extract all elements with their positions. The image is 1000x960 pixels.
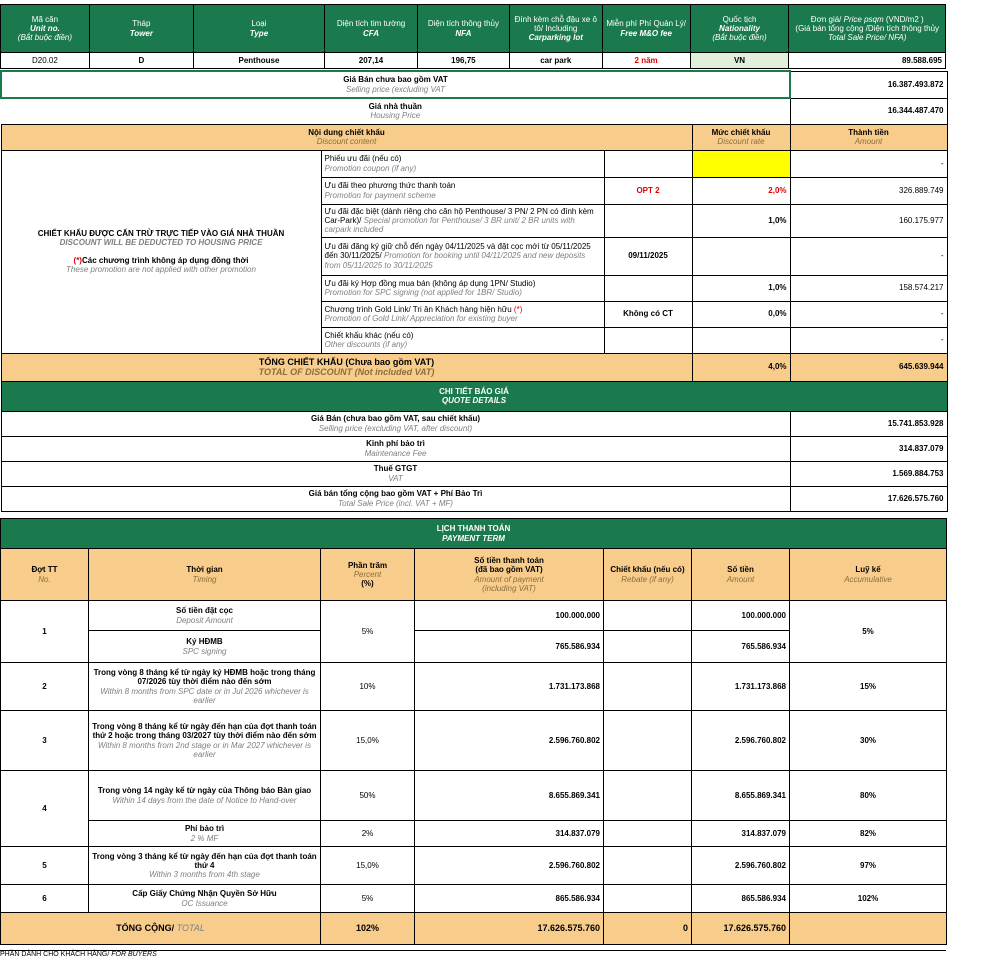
discount-row-rate: 2,0%	[692, 177, 790, 204]
tower-value: D	[89, 53, 193, 69]
header-nationality: Quốc tịch Nationality (Bắt buộc điền)	[690, 5, 789, 53]
header-price-psqm: Đơn giá/ Price psqm (VND/m2 ) (Giá bán tổng cộng /Diện tích thông thủy Total Sale Price/ NFA)	[789, 5, 946, 53]
discount-row-extra: OPT 2	[604, 177, 692, 204]
quote-row-label: Giá bán tổng cộng bao gồm VAT + Phí Bảo Trì Total Sale Price (incl. VAT + MF)	[1, 486, 790, 511]
housing-price-label: Giá nhà thuần Housing Price	[1, 98, 790, 124]
payment-total-label: TỔNG CỘNG/ TOTAL	[1, 913, 321, 945]
cfa-value: 207,14	[325, 53, 418, 69]
header-type: Loại Type	[193, 5, 324, 53]
nationality-value: VN	[690, 53, 789, 69]
price-discount-table	[0, 70, 948, 512]
col-percent: Phần trăm Percent (%)	[321, 549, 415, 601]
discount-row-label: Phiếu ưu đãi (nếu có) Promotion coupon (if any)	[321, 150, 604, 177]
payment-timing: Trong vòng 3 tháng kể từ ngày đến hạn của đợt thanh toán thứ 4 Within 3 months from 4th stage	[89, 847, 321, 885]
discount-row-rate	[692, 237, 790, 275]
discount-row-label: Ưu đãi đăng ký giữ chỗ đến ngày 04/11/2025 và đặt cọc mới từ 05/11/2025 đến 30/11/2025/ Promotion for booking until 04/11/2025 and new deposits from 05/11/2025 to 30/11/2025	[321, 237, 604, 275]
payment-no: 6	[1, 885, 89, 913]
discount-row-amount: 160.175.977	[790, 204, 947, 237]
total-discount-label: TỔNG CHIẾT KHẤU (Chưa bao gồm VAT) TOTAL OF DISCOUNT (Not included VAT)	[1, 353, 692, 381]
discount-row-label: Ưu đãi theo phương thức thanh toán Promotion for payment scheme	[321, 177, 604, 204]
price-psqm-value: 89.588.695	[789, 53, 946, 69]
discount-row-label: Chiết khấu khác (nếu có) Other discounts (if any)	[321, 327, 604, 353]
discount-row-amount: -	[790, 150, 947, 177]
discount-amount-header: Thành tiền Amount	[790, 124, 947, 150]
payment-acc: 15%	[790, 663, 947, 711]
mo-fee-value: 2 năm	[602, 53, 690, 69]
quote-row-value: 1.569.884.753	[790, 461, 947, 486]
payment-amount: 2.596.760.802	[415, 847, 604, 885]
discount-row-extra	[604, 327, 692, 353]
discount-row-extra	[604, 204, 692, 237]
quote-row-label: Thuế GTGT VAT	[1, 461, 790, 486]
parking-value: car park	[509, 53, 602, 69]
discount-content-header: Nội dung chiết khấu Discount content	[1, 124, 692, 150]
unit-info-table	[0, 4, 946, 69]
payment-timing: Trong vòng 8 tháng kể từ ngày đến hạn của đợt thanh toán thứ 2 hoặc trong tháng 03/2027 tùy thời điểm nào đến sớm Within 8 months from 2nd stage or in Mar 2027 whichever is earlier	[89, 711, 321, 771]
payment-amt: 314.837.079	[692, 821, 790, 847]
discount-row-rate: 0,0%	[692, 301, 790, 327]
payment-percent: 5%	[321, 601, 415, 663]
payment-total-acc	[790, 913, 947, 945]
unit-value: D20.02	[1, 53, 90, 69]
header-cfa: Diện tích tim tường CFA	[325, 5, 418, 53]
payment-percent: 5%	[321, 885, 415, 913]
payment-term-table	[0, 518, 947, 945]
payment-no: 2	[1, 663, 89, 711]
quote-row-value: 17.626.575.760	[790, 486, 947, 511]
quote-row-label: Kinh phí bảo trì Maintenance Fee	[1, 436, 790, 461]
selling-price-value: 16.387.493.872	[790, 71, 947, 98]
payment-acc: 5%	[790, 601, 947, 663]
footer-label-vi: PHẦN DÀNH CHO KHÁCH HÀNG/	[0, 951, 110, 958]
col-accumulative: Luỹ kế Accumulative	[790, 549, 947, 601]
payment-rebate	[604, 771, 692, 821]
payment-timing: Phí bảo trì 2 % MF	[89, 821, 321, 847]
payment-timing: Số tiền đặt cọc Deposit Amount	[89, 601, 321, 631]
quote-row-value: 15.741.853.928	[790, 411, 947, 436]
quote-row-value: 314.837.079	[790, 436, 947, 461]
payment-no: 3	[1, 711, 89, 771]
payment-amount: 8.655.869.341	[415, 771, 604, 821]
payment-acc: 80%	[790, 771, 947, 821]
header-tower: Tháp Tower	[89, 5, 193, 53]
discount-row-rate	[692, 327, 790, 353]
discount-row-extra	[604, 150, 692, 177]
payment-percent: 2%	[321, 821, 415, 847]
discount-row-rate: 1,0%	[692, 204, 790, 237]
payment-amt: 100.000.000	[692, 601, 790, 631]
discount-side-note: CHIẾT KHẤU ĐƯỢC CẤN TRỪ TRỰC TIẾP VÀO GIÁ NHÀ THUẦN DISCOUNT WILL BE DEDUCTED TO HOUSING PRICE (*)Các chương trình không áp dụng đồng thời These promotion are not applied with other promotion	[1, 150, 321, 353]
discount-row-amount: 326.889.749	[790, 177, 947, 204]
payment-total-amount: 17.626.575.760	[415, 913, 604, 945]
payment-percent: 10%	[321, 663, 415, 711]
discount-row-label: Ưu đãi ký Hợp đồng mua bán (không áp dụng 1PN/ Studio) Promotion for SPC signing (not applied for 1BR/ Studio)	[321, 275, 604, 301]
payment-timing: Trong vòng 8 tháng kể từ ngày ký HĐMB hoặc trong tháng 07/2026 tùy thời điểm nào đến sớm Within 8 months from SPC date or in Jul 2026 whichever is earlier	[89, 663, 321, 711]
payment-amt: 765.586.934	[692, 631, 790, 663]
payment-amount: 865.586.934	[415, 885, 604, 913]
discount-row-amount: 158.574.217	[790, 275, 947, 301]
payment-amount: 1.731.173.868	[415, 663, 604, 711]
discount-row-extra: Không có CT	[604, 301, 692, 327]
payment-total-amt: 17.626.575.760	[692, 913, 790, 945]
nfa-value: 196,75	[417, 53, 509, 69]
header-unit: Mã căn Unit no. (Bắt buộc điền)	[1, 5, 90, 53]
payment-amount: 314.837.079	[415, 821, 604, 847]
payment-amt: 865.586.934	[692, 885, 790, 913]
payment-rebate	[604, 601, 692, 631]
payment-no: 5	[1, 847, 89, 885]
header-mo-fee: Miễn phí Phí Quản Lý/ Free M&O fee	[602, 5, 690, 53]
discount-row-extra	[604, 275, 692, 301]
quote-details-header: CHI TIẾT BÁO GIÁ QUOTE DETAILS	[1, 381, 947, 411]
type-value: Penthouse	[193, 53, 324, 69]
buyer-section-footer	[0, 950, 946, 958]
payment-term-header: LỊCH THANH TOÁN PAYMENT TERM	[1, 519, 947, 549]
payment-acc: 30%	[790, 711, 947, 771]
payment-amt: 2.596.760.802	[692, 711, 790, 771]
col-no: Đợt TT No.	[1, 549, 89, 601]
col-amount: Số tiền thanh toán (đã bao gồm VAT) Amount of payment (including VAT)	[415, 549, 604, 601]
payment-rebate	[604, 847, 692, 885]
header-parking: Đính kèm chỗ đậu xe ô tô/ Including Carparking lot	[509, 5, 602, 53]
payment-rebate	[604, 885, 692, 913]
discount-row-amount: -	[790, 301, 947, 327]
footer-label-en: FOR BUYERS	[111, 951, 157, 958]
discount-row-amount: -	[790, 237, 947, 275]
payment-acc: 102%	[790, 885, 947, 913]
payment-timing: Ký HĐMB SPC signing	[89, 631, 321, 663]
total-discount-rate: 4,0%	[692, 353, 790, 381]
payment-no: 1	[1, 601, 89, 663]
payment-amt: 1.731.173.868	[692, 663, 790, 711]
payment-rebate	[604, 631, 692, 663]
header-nfa: Diện tích thông thủy NFA	[417, 5, 509, 53]
payment-acc: 82%	[790, 821, 947, 847]
payment-rebate	[604, 821, 692, 847]
payment-amount: 765.586.934	[415, 631, 604, 663]
payment-amount: 100.000.000	[415, 601, 604, 631]
payment-acc: 97%	[790, 847, 947, 885]
discount-row-amount: -	[790, 327, 947, 353]
discount-rate-header: Mức chiết khấu Discount rate	[692, 124, 790, 150]
payment-timing: Cấp Giấy Chứng Nhận Quyền Sở Hữu OC Issuance	[89, 885, 321, 913]
discount-row-rate[interactable]	[692, 150, 790, 177]
discount-row-label: Ưu đãi đặc biệt (dành riêng cho căn hộ Penthouse/ 3 PN/ 2 PN có đính kèm Car-Park)/ Special promotion for Penthouse/ 3 BR unit/ 2 BR units with carpark included	[321, 204, 604, 237]
discount-row-extra: 09/11/2025	[604, 237, 692, 275]
total-discount-amount: 645.639.944	[790, 353, 947, 381]
housing-price-value: 16.344.487.470	[790, 98, 947, 124]
payment-no: 4	[1, 771, 89, 847]
payment-percent: 15,0%	[321, 711, 415, 771]
col-rebate: Chiết khấu (nếu có) Rebate (if any)	[604, 549, 692, 601]
discount-row-label: Chương trình Gold Link/ Tri ân Khách hàng hiện hữu (*) Promotion of Gold Link/ Appreciation for existing buyer	[321, 301, 604, 327]
payment-amt: 8.655.869.341	[692, 771, 790, 821]
payment-total-rebate: 0	[604, 913, 692, 945]
payment-percent: 50%	[321, 771, 415, 821]
payment-total-percent: 102%	[321, 913, 415, 945]
payment-amount: 2.596.760.802	[415, 711, 604, 771]
payment-rebate	[604, 663, 692, 711]
quote-row-label: Giá Bán (chưa bao gồm VAT, sau chiết khấu) Selling price (excluding VAT, after discount)	[1, 411, 790, 436]
col-timing: Thời gian Timing	[89, 549, 321, 601]
payment-amt: 2.596.760.802	[692, 847, 790, 885]
selling-price-label: Giá Bán chưa bao gồm VAT Selling price (excluding VAT	[1, 71, 790, 98]
payment-rebate	[604, 711, 692, 771]
payment-percent: 15,0%	[321, 847, 415, 885]
discount-row-rate: 1,0%	[692, 275, 790, 301]
col-amt: Số tiền Amount	[692, 549, 790, 601]
payment-timing: Trong vòng 14 ngày kể từ ngày của Thông báo Bàn giao Within 14 days from the date of Notice to Hand-over	[89, 771, 321, 821]
